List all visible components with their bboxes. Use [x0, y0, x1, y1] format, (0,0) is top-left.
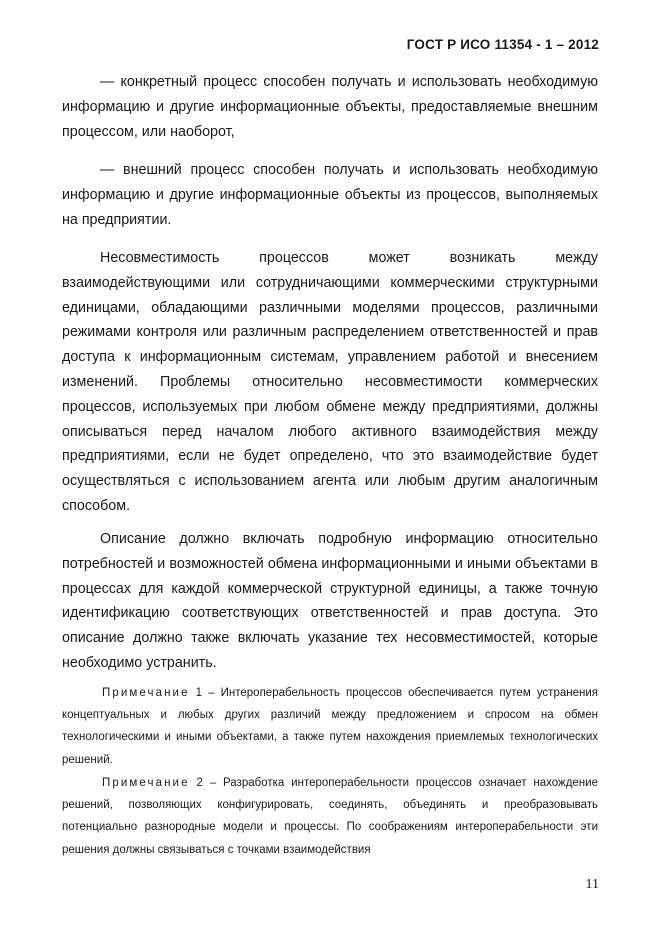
body-paragraph-3 [62, 246, 598, 519]
paragraph-text: Несовместимость процессов может возникать между взаимодействующими или сотрудничающими коммерческими структурными единицами, обладающими различными моделями процессов, различными режимами контроля или различным распределением ответственностей и прав доступа к информационным системам, управлением работой и внесением изменений. Проблемы относительно несовместимости коммерческих процессов, используемых при любом обмене между предприятиями, должны описываться перед началом любого активного взаимодействия между предприятиями, если не будет определено, что это взаимодействие будет осуществляться с использованием агента или любым другим аналогичным способом. [62, 250, 598, 514]
page-number: 11 [585, 877, 599, 892]
note-number: 1 [195, 687, 203, 699]
note-text [62, 772, 598, 861]
body-paragraph-1 [62, 70, 598, 144]
body-paragraph-2 [62, 158, 598, 232]
note-label: Примечание [102, 687, 190, 699]
note-1 [62, 682, 598, 771]
note-body: – Интероперабельность процессов обеспечивается путем устранения концептуальных и любых других различий между предложением и спросом на обмен технологическими и иными объектами, а также путем нахождения приемлемых технологических решений. [62, 687, 598, 766]
note-2 [62, 772, 598, 861]
note-label: Примечание [102, 777, 190, 789]
paragraph-text: — конкретный процесс способен получать и использовать необходимую информацию и другие информационные объекты, предоставляемые внешним процессом, или наоборот, [62, 74, 598, 140]
body-paragraph-4 [62, 527, 598, 676]
paragraph-text: Описание должно включать подробную информацию относительно потребностей и возможностей обмена информационными и иными объектами в процессах для каждой коммерческой структурной единицы, а также точную идентификацию соответствующих ответственностей и прав доступа. Это описание должно также включать указание тех несовместимостей, которые необходимо устранить. [62, 531, 598, 671]
paragraph-text: — внешний процесс способен получать и использовать необходимую информацию и другие информационные объекты из процессов, выполняемых на предприятии. [62, 162, 598, 228]
note-body: – Разработка интероперабельности процессов означает нахождение решений, позволяющих конфигурировать, соединять, объединять и преобразовывать потенциально разнородные модели и процессы. По соображениям интероперабельности эти решения должны связываться с точками взаимодействия [62, 777, 598, 856]
note-number: 2 [196, 777, 203, 789]
document-code-header: ГОСТ Р ИСО 11354 - 1 – 2012 [406, 37, 599, 52]
note-text [62, 682, 598, 771]
